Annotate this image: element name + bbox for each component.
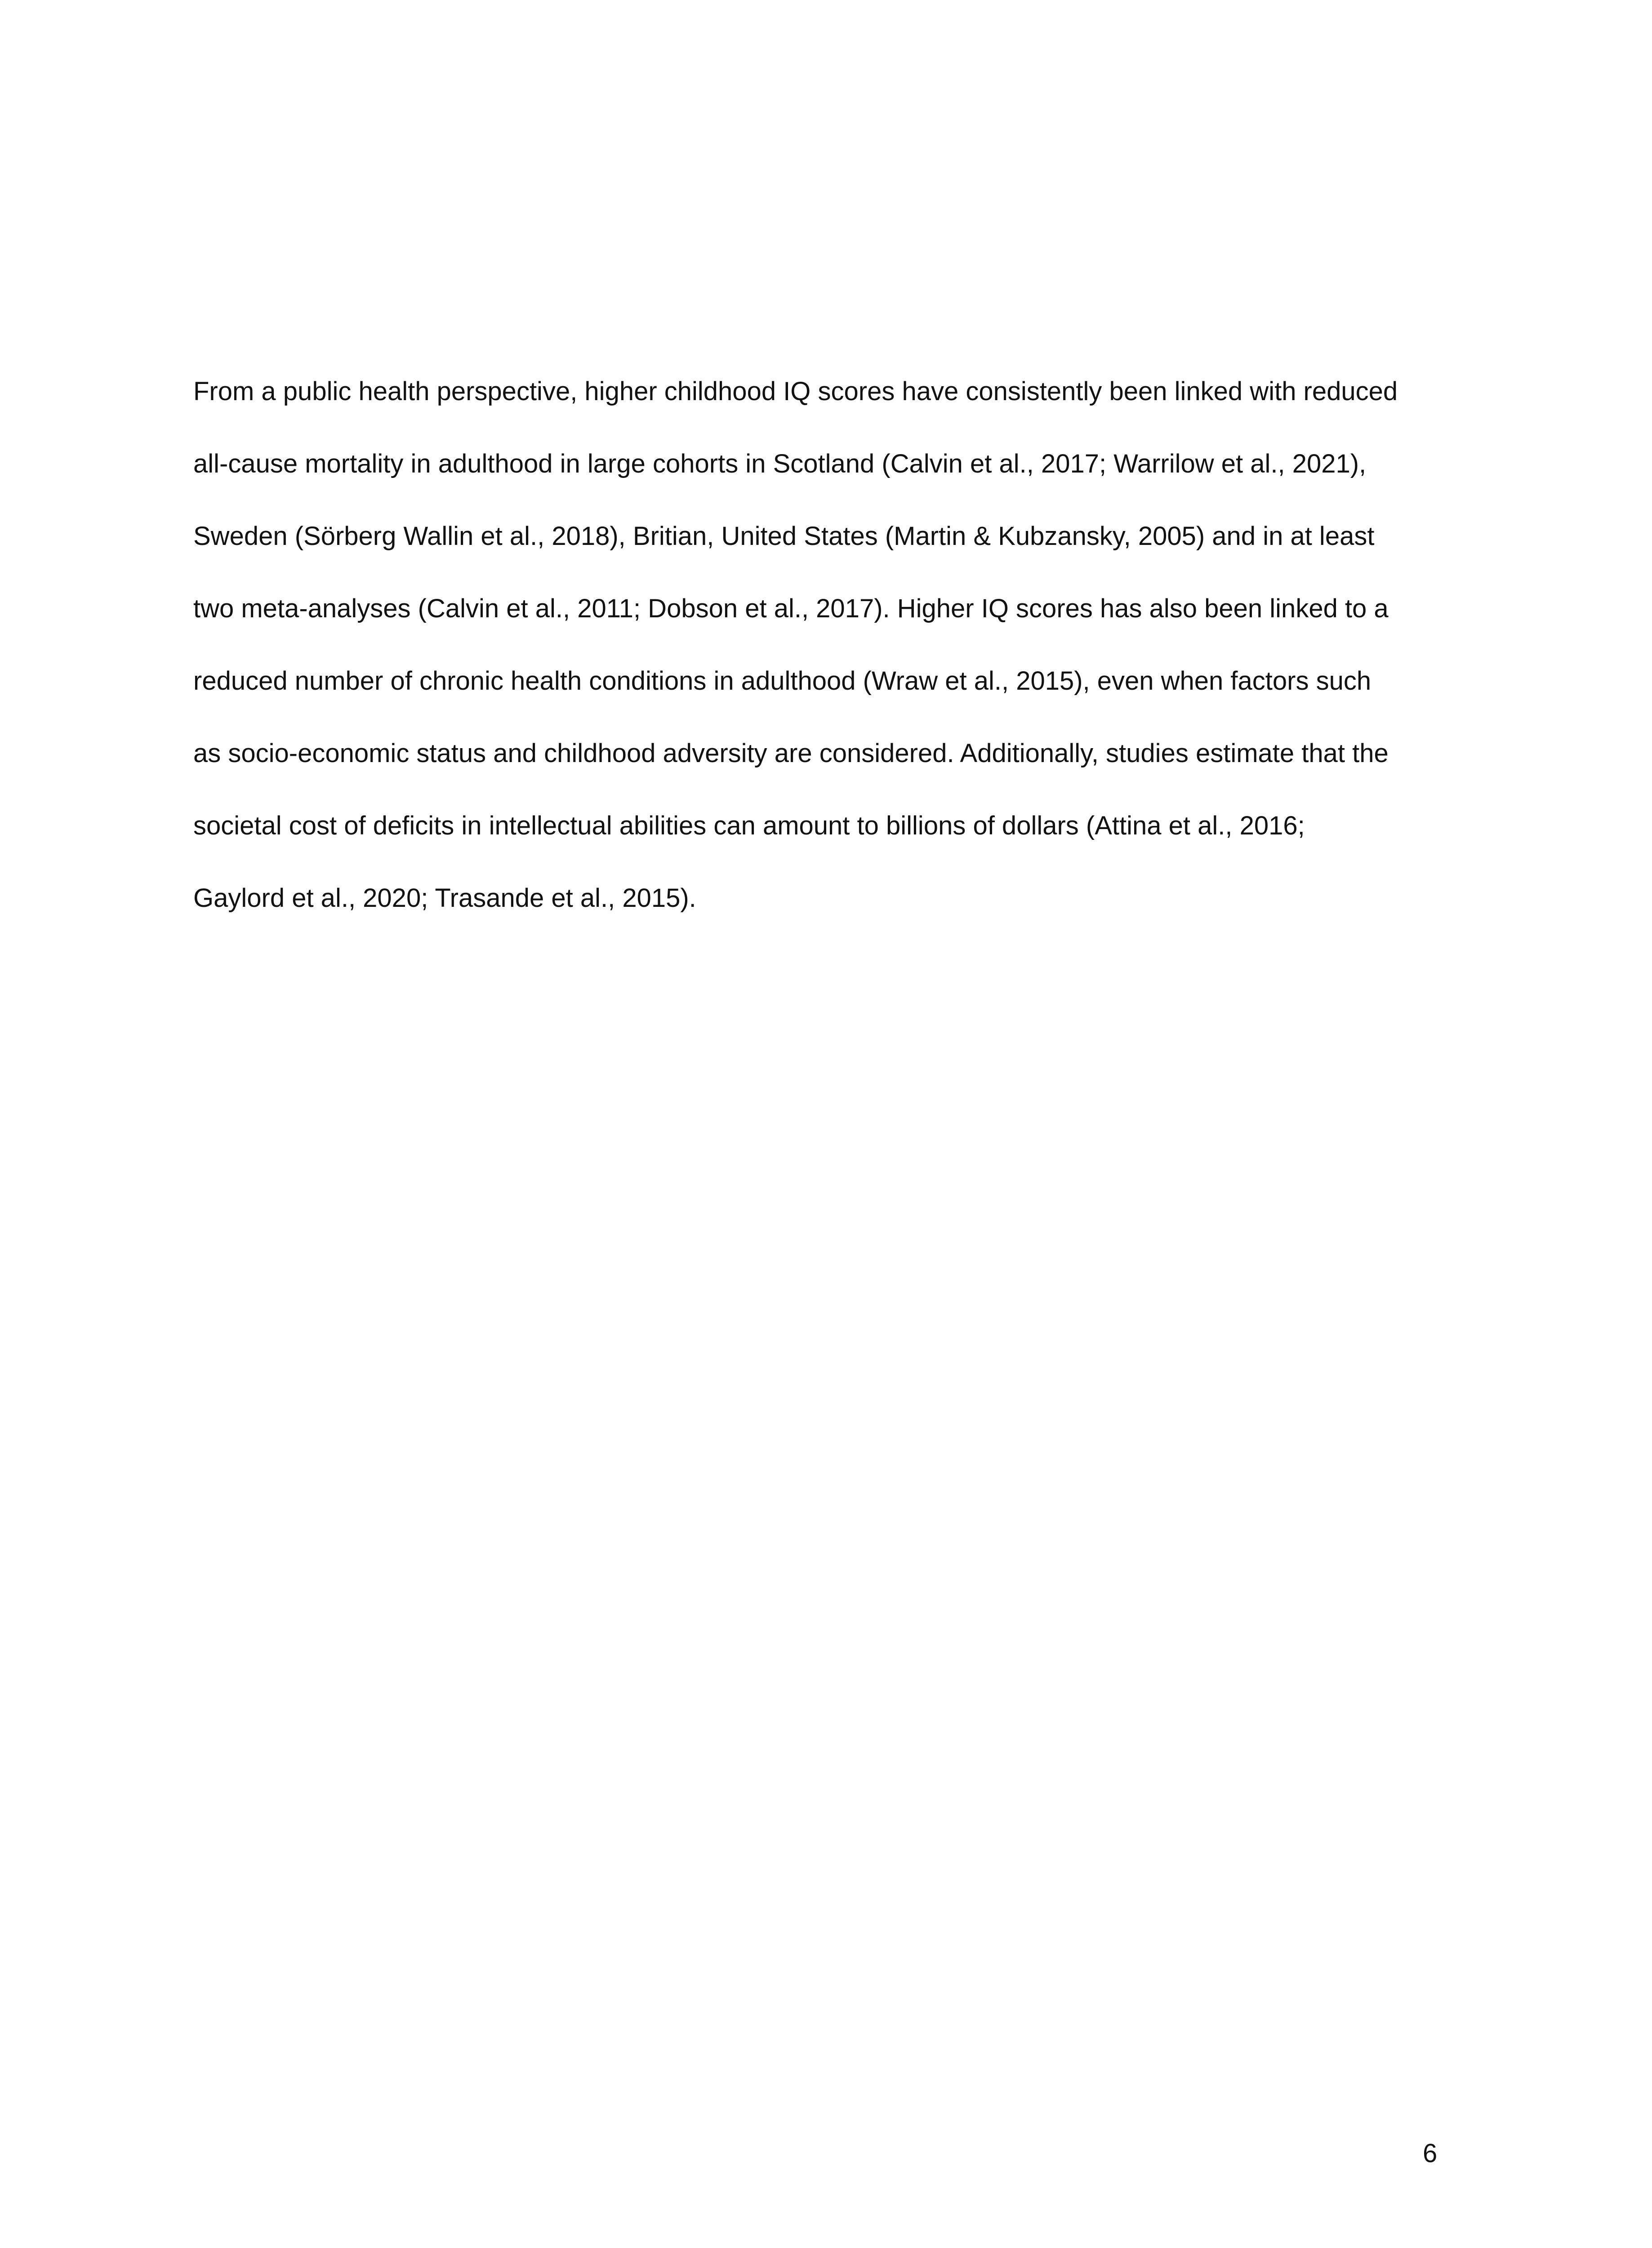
paragraph-line-1: From a public health perspective, higher childhood IQ scores have consistently been linked with reduced [193,377,1398,406]
paragraph-line-5: reduced number of chronic health conditions in adulthood (Wraw et al., 2015), even when factors such [193,666,1371,696]
page-number: 6 [1423,2139,1438,2168]
body-paragraph [193,355,1474,934]
paragraph-line-6: as socio-economic status and childhood adversity are considered. Additionally, studies estimate that the [193,739,1389,768]
paragraph-line-4: two meta-analyses (Calvin et al., 2011; Dobson et al., 2017). Higher IQ scores has also been linked to a [193,594,1389,623]
paragraph-line-7: societal cost of deficits in intellectual abilities can amount to billions of dollars (Attina et al., 2016; [193,811,1305,840]
paragraph-line-8: Gaylord et al., 2020; Trasande et al., 2015). [193,883,696,913]
paragraph-line-2: all-cause mortality in adulthood in large cohorts in Scotland (Calvin et al., 2017; Warrilow et al., 2021), [193,449,1367,478]
paragraph-line-3: Sweden (Sörberg Wallin et al., 2018), Britian, United States (Martin & Kubzansky, 2005) and in at least [193,522,1375,551]
